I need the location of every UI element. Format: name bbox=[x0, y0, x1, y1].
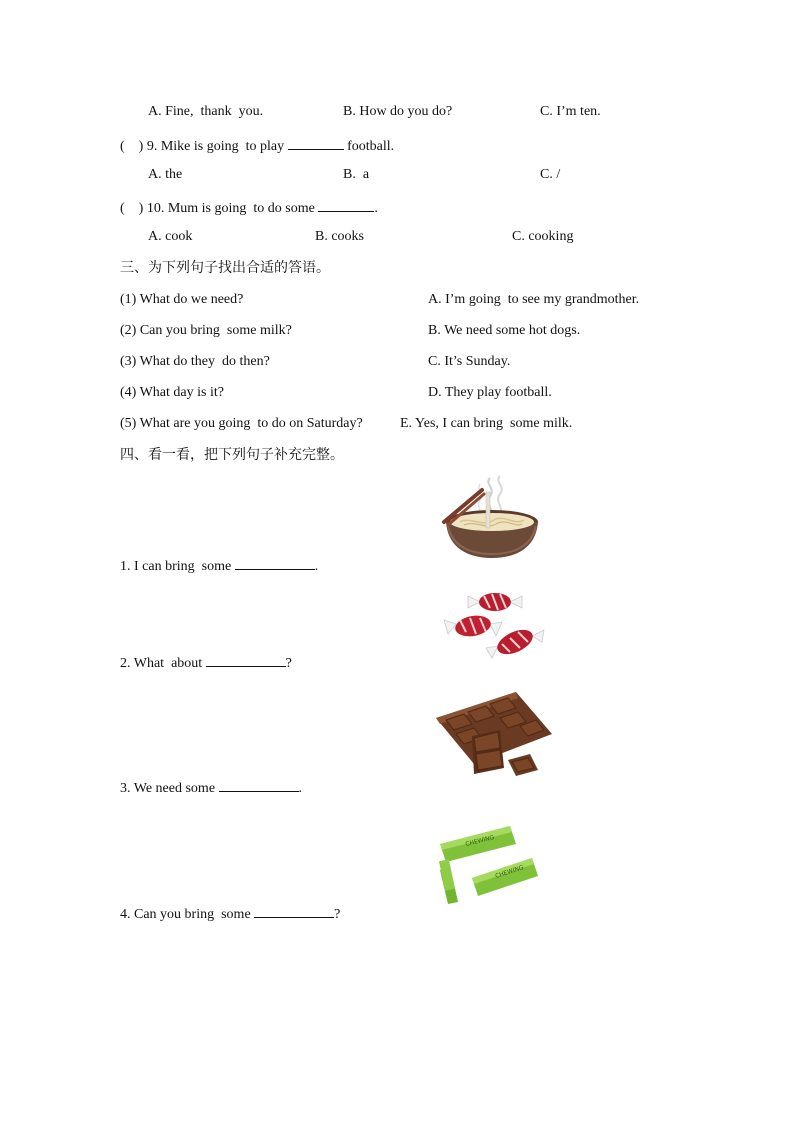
s3-question-1: (1) What do we need? bbox=[120, 292, 244, 307]
s4-item-4-blank[interactable] bbox=[254, 903, 334, 918]
noodles-bowl-icon bbox=[438, 470, 542, 562]
s4-item-2-suffix: ? bbox=[285, 656, 292, 671]
s4-item-3 bbox=[120, 777, 302, 798]
q9-option-a: A. the bbox=[148, 167, 183, 182]
s4-item-1 bbox=[120, 555, 318, 576]
q10-option-b: B. cooks bbox=[315, 229, 364, 244]
s3-question-4: (4) What day is it? bbox=[120, 385, 224, 400]
s4-item-3-blank[interactable] bbox=[219, 777, 299, 792]
s3-answer-a: A. I’m going to see my grandmother. bbox=[428, 292, 640, 307]
answer-paren[interactable]: ( ) bbox=[120, 139, 144, 154]
s3-answer-e: E. Yes, I can bring some milk. bbox=[400, 416, 573, 431]
q10-question bbox=[120, 197, 378, 218]
gum-wrapper-label: CHEWING bbox=[464, 834, 495, 848]
q8-option-c: C. I’m ten. bbox=[540, 104, 601, 119]
s4-item-2-blank[interactable] bbox=[206, 652, 286, 667]
section3-title: 三、为下列句子找出合适的答语。 bbox=[120, 260, 330, 276]
q9-option-b: B. a bbox=[343, 167, 370, 182]
s3-answer-d: D. They play football. bbox=[428, 385, 552, 400]
s4-item-1-prefix: 1. I can bring some bbox=[120, 559, 232, 574]
answer-paren[interactable]: ( ) bbox=[120, 201, 144, 216]
s4-item-3-prefix: 3. We need some bbox=[120, 781, 216, 796]
s4-item-3-suffix: . bbox=[298, 781, 303, 796]
q9-blank[interactable] bbox=[288, 135, 344, 150]
s4-item-4-prefix: 4. Can you bring some bbox=[120, 907, 251, 922]
s4-item-1-blank[interactable] bbox=[235, 555, 315, 570]
q8-option-a: A. Fine, thank you. bbox=[148, 104, 264, 119]
q10-option-a: A. cook bbox=[148, 229, 193, 244]
q10-blank[interactable] bbox=[318, 197, 374, 212]
q10-prefix: 10. Mum is going to do some bbox=[146, 201, 315, 216]
s4-item-4 bbox=[120, 903, 340, 924]
q9-suffix: football. bbox=[347, 139, 395, 154]
q9-prefix: 9. Mike is going to play bbox=[146, 139, 285, 154]
q10-suffix: . bbox=[374, 201, 378, 216]
s4-item-1-suffix: . bbox=[314, 559, 319, 574]
q8-option-b: B. How do you do? bbox=[343, 104, 453, 119]
gum-wrapper-label: CHEWING bbox=[494, 864, 525, 880]
s3-answer-b: B. We need some hot dogs. bbox=[428, 323, 581, 338]
chewing-gum-icon bbox=[436, 822, 542, 904]
s4-item-2 bbox=[120, 652, 292, 673]
s3-question-2: (2) Can you bring some milk? bbox=[120, 323, 292, 338]
q9-option-c: C. / bbox=[540, 167, 561, 182]
q9-question bbox=[120, 135, 394, 156]
s4-item-2-prefix: 2. What about bbox=[120, 656, 203, 671]
s3-question-3: (3) What do they do then? bbox=[120, 354, 270, 369]
s4-item-4-suffix: ? bbox=[334, 907, 341, 922]
q10-option-c: C. cooking bbox=[512, 229, 574, 244]
candy-icon bbox=[440, 586, 546, 664]
chocolate-icon bbox=[434, 690, 554, 786]
section4-title: 四、看一看，把下列句子补充完整。 bbox=[120, 447, 344, 463]
s3-question-5: (5) What are you going to do on Saturday? bbox=[120, 416, 363, 431]
s3-answer-c: C. It’s Sunday. bbox=[428, 354, 511, 369]
